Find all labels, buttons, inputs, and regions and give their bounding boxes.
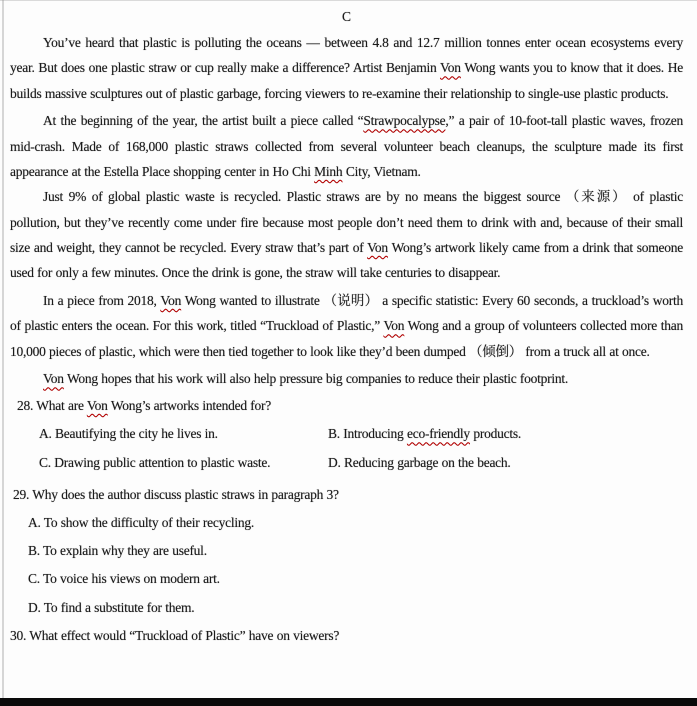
question-30-stem	[10, 622, 683, 650]
question-28-option-b	[328, 420, 521, 448]
text-segment: 30. What effect would “Truckload of Plastic” have on viewers?	[10, 627, 340, 643]
text-segment: Wong wanted to illustrate （说明） a specific statistic: Every 60 seconds, a truckload’s worth of plastic enters the ocean. For this work, titled “Truckload of Plastic,”	[10, 292, 683, 334]
question-28-options-row-1	[10, 420, 683, 448]
question-28-option-d	[328, 449, 511, 477]
question-28-stem	[10, 392, 683, 420]
passage-paragraph-2	[10, 108, 683, 184]
question-28-option-c	[39, 449, 328, 477]
text-segment: A. To show the difficulty of their recycling.	[28, 514, 254, 530]
question-29-option-d	[10, 594, 683, 622]
text-segment: D. To find a substitute for them.	[28, 599, 195, 615]
text-segment: At the beginning of the year, the artist built a piece called “	[43, 113, 364, 129]
text-segment: D. Reducing garbage on the beach.	[328, 454, 511, 470]
text-segment: In a piece from 2018,	[43, 292, 161, 308]
spellcheck-underlined-word: Von	[367, 239, 388, 255]
question-29-option-a	[10, 509, 683, 537]
text-segment: B. To explain why they are useful.	[28, 543, 207, 559]
text-segment: C. To voice his views on modern art.	[28, 571, 220, 587]
spellcheck-underlined-word: Minh	[314, 163, 343, 179]
text-segment: Wong and a group of volunteers collected more than 10,000 pieces of plastic, which were then tied together to look like they’d been dumped （倾倒） from a truck all at once.	[10, 318, 684, 359]
spellcheck-underlined-word: Von	[383, 318, 405, 334]
section-label: C	[341, 9, 351, 24]
text-segment: C. Drawing public attention to plastic waste.	[39, 454, 271, 470]
spellcheck-underlined-word: Von	[440, 60, 461, 76]
text-segment: ,” a pair of 10-foot-tall plastic waves, frozen mid-crash. Made of 168,000 plastic straws collected from several volunteer beach cleanups, the sculpture made its first appearance at the Estella Place shopping center in Ho Chi	[10, 113, 683, 179]
question-29-stem	[10, 481, 683, 509]
text-segment: City, Vietnam.	[342, 163, 421, 179]
passage-paragraph-3	[10, 184, 683, 285]
text-segment: You’ve heard that plastic is polluting the oceans — between 4.8 and 12.7 million tonnes enter ocean ecosystems every year. But does one plastic straw or cup really make a difference? Artist Benjamin	[10, 35, 683, 76]
text-segment: Wong hopes that his work will also help pressure big companies to reduce their plastic footprint.	[63, 371, 568, 387]
text-segment: Wong’s artwork likely came from a drink that someone used for only a few minutes. Once the drink is gone, the straw will take centuries to disappear.	[10, 239, 683, 281]
bottom-black-bar	[0, 698, 697, 706]
question-28-option-a	[39, 420, 328, 448]
spellcheck-underlined-word: Von	[43, 371, 64, 387]
text-segment: products.	[469, 426, 521, 442]
question-29-option-c	[10, 565, 683, 593]
passage-paragraph-4	[10, 288, 683, 364]
passage-paragraph-1	[10, 30, 683, 106]
text-segment: B. Introducing	[328, 426, 407, 442]
text-segment: Just 9% of global plastic waste is recycled. Plastic straws are by no means the biggest source （来源） of plastic pollution, but they’ve recently come under fire because most people don’t need them to drink with and, because of their small size and weight, they cannot be recycled. Every straw that’s part of	[10, 189, 683, 255]
question-29-option-b	[10, 537, 683, 565]
spellcheck-underlined-word: Von	[86, 398, 108, 414]
text-segment: 29. Why does the author discuss plastic straws in paragraph 3?	[13, 486, 339, 502]
text-segment: Wong wants you to know that it does. He builds massive sculptures out of plastic garbage, forcing viewers to re-examine their relationship to single-use plastic products.	[10, 60, 683, 101]
text-segment: Wong’s artworks intended for?	[107, 398, 271, 414]
spellcheck-underlined-word: eco-friendly	[406, 426, 470, 442]
text-segment: A. Beautifying the city he lives in.	[39, 426, 218, 442]
question-28-options-row-2	[10, 449, 683, 477]
spellcheck-underlined-word: Von	[160, 292, 182, 308]
text-segment: 28. What are	[17, 398, 87, 414]
passage-paragraph-5	[10, 366, 683, 391]
questions-section	[10, 392, 683, 650]
spellcheck-underlined-word: Strawpocalypse	[363, 113, 446, 129]
